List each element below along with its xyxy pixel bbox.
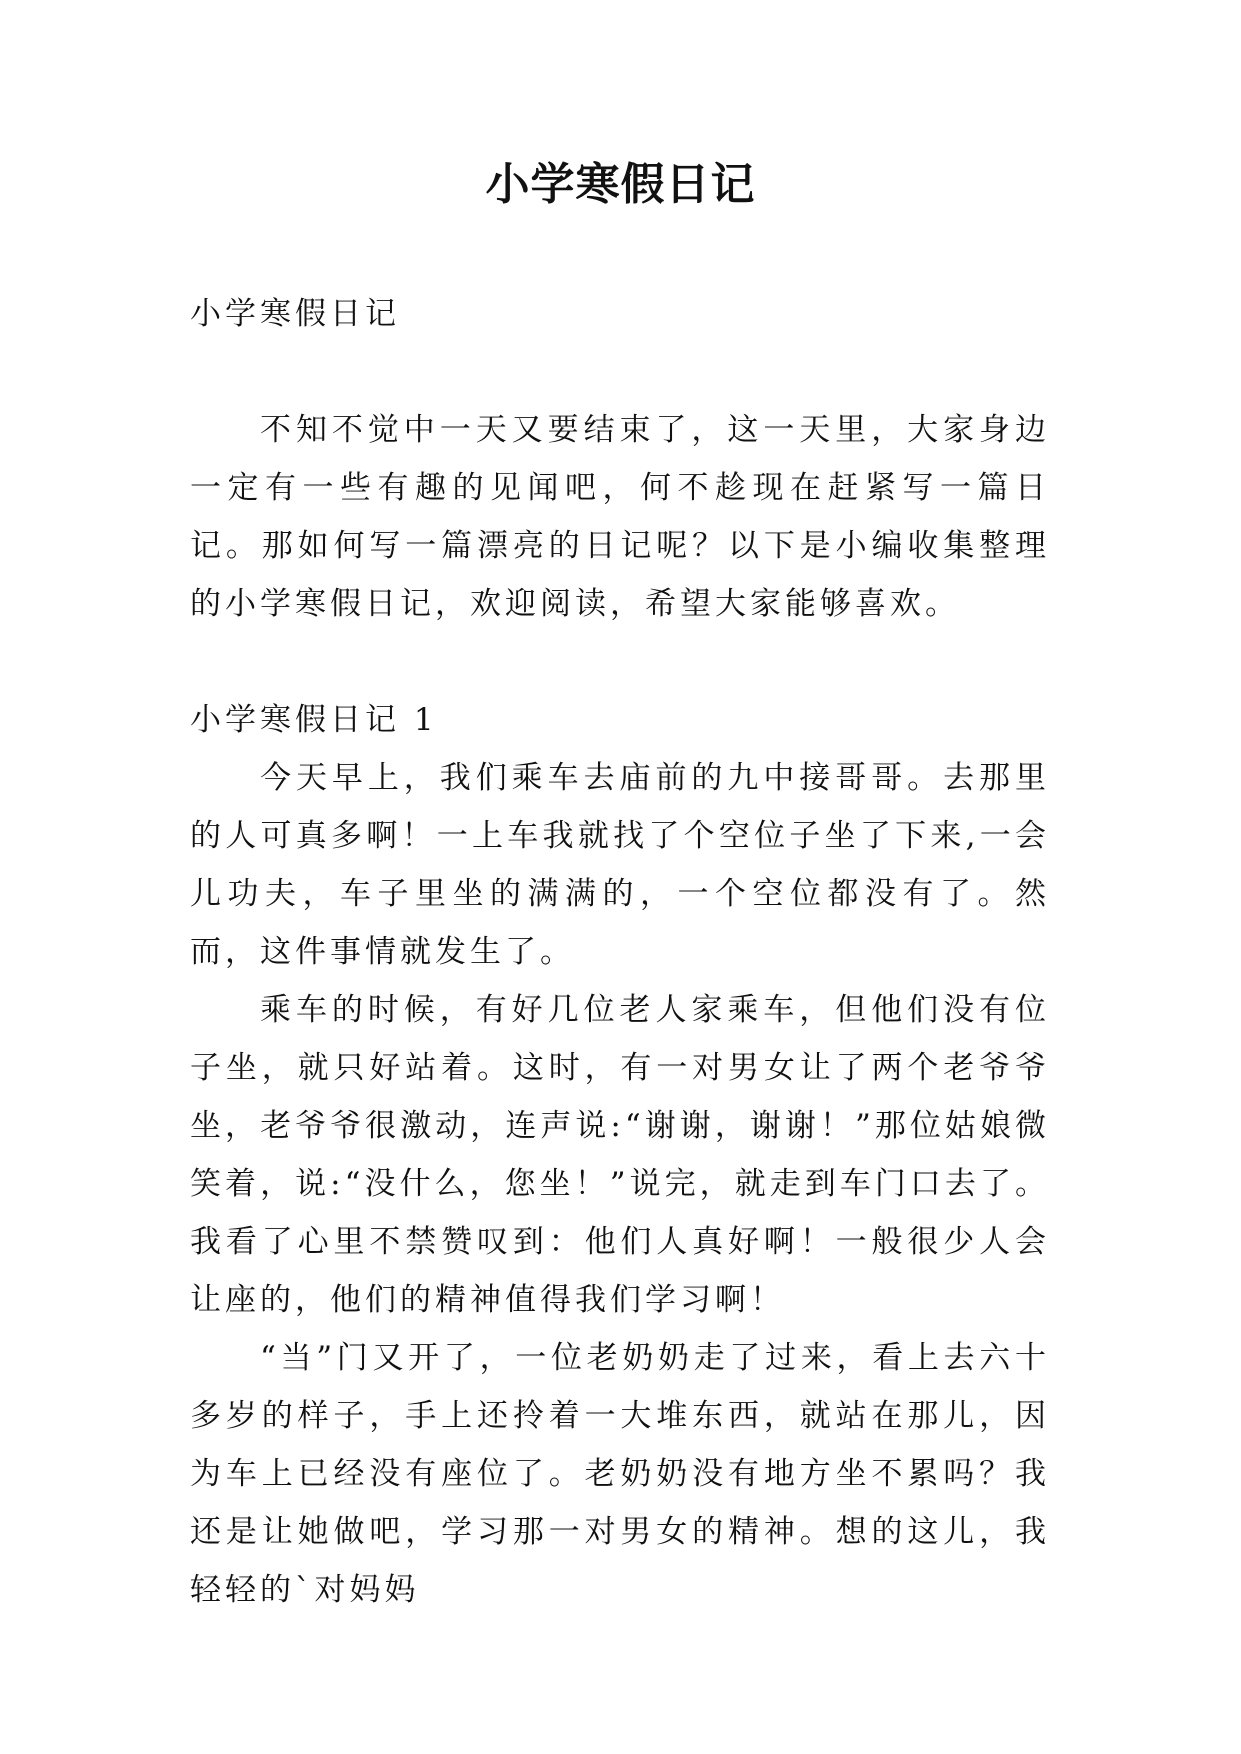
- body-paragraph-3: “当”门又开了，一位老奶奶走了过来，看上去六十多岁的样子，手上还拎着一大堆东西，就站在那儿，因为车上已经没有座位了。老奶奶没有地方坐不累吗？我还是让她做吧，学习那一对男女的精神。想的这儿，我轻轻的`对妈妈: [190, 1340, 1050, 1608]
- document-title: 小学寒假日记: [485, 159, 756, 210]
- document-subtitle: 小学寒假日记: [190, 296, 400, 332]
- body-paragraph-1: 今天早上，我们乘车去庙前的九中接哥哥。去那里的人可真多啊！一上车我就找了个空位子坐了下来,一会儿功夫，车子里坐的满满的，一个空位都没有了。然而，这件事情就发生了。: [190, 760, 1050, 970]
- spacer: [190, 343, 1050, 401]
- document-body: [190, 285, 1050, 1619]
- intro-paragraph: 不知不觉中一天又要结束了，这一天里，大家身边一定有一些有趣的见闻吧，何不趁现在赶紧写一篇日记。那如何写一篇漂亮的日记呢？以下是小编收集整理的小学寒假日记，欢迎阅读，希望大家能够喜欢。: [190, 412, 1050, 622]
- spacer: [190, 633, 1050, 691]
- body-paragraph-2: 乘车的时候，有好几位老人家乘车，但他们没有位子坐，就只好站着。这时，有一对男女让了两个老爷爷坐，老爷爷很激动，连声说:“谢谢，谢谢！”那位姑娘微笑着，说:“没什么，您坐！”说完，就走到车门口去了。我看了心里不禁赞叹到：他们人真好啊！一般很少人会让座的，他们的精神值得我们学习啊！: [190, 992, 1050, 1318]
- section-heading: 小学寒假日记 1: [190, 702, 438, 738]
